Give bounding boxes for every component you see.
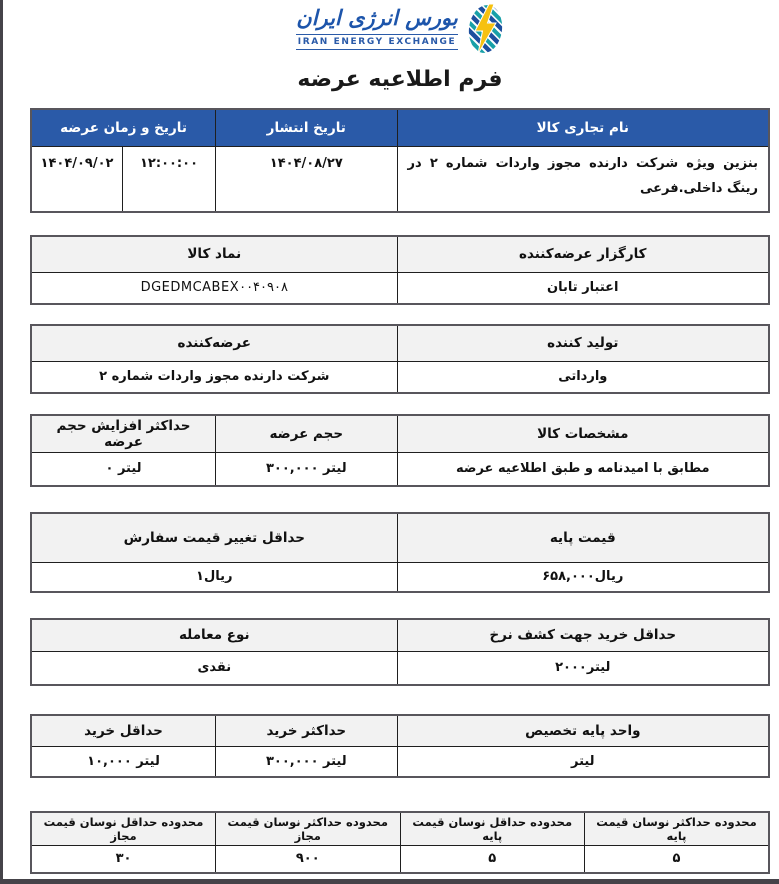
table-discovery-tradetype	[30, 618, 770, 686]
value-publish-date: ۱۴۰۴/۰۸/۲۷	[216, 146, 398, 212]
header-publish-date: تاریخ انتشار	[216, 109, 398, 146]
table-row	[31, 272, 769, 304]
value-base-price: ریال۶۵۸,۰۰۰	[397, 563, 769, 592]
header-trade-type: نوع معامله	[31, 619, 397, 652]
value-supplier: شرکت دارنده مجوز واردات شماره ۲	[31, 361, 397, 393]
brand-english-name: IRAN ENERGY EXCHANGE	[296, 34, 457, 50]
table-specs-volume	[30, 414, 770, 487]
table-row	[31, 652, 769, 685]
header-alloc-base-unit: واحد پایه تخصیص	[397, 715, 769, 747]
table-buy-limits	[30, 714, 770, 778]
value-supply-volume: لیتر ۳۰۰,۰۰۰	[216, 453, 398, 486]
table-row	[31, 845, 769, 873]
header-symbol: نماد کالا	[31, 236, 397, 272]
header-min-allowed-fluct: محدوده حداقل نوسان قیمت مجاز	[31, 812, 216, 846]
value-max-allowed-fluct: ۹۰۰	[216, 845, 401, 873]
header-specs: مشخصات کالا	[397, 415, 769, 453]
table-row	[31, 361, 769, 393]
table-row	[31, 453, 769, 486]
value-max-buy: لیتر ۳۰۰,۰۰۰	[216, 747, 398, 777]
header-min-base-fluct: محدوده حداقل نوسان قیمت پایه	[400, 812, 585, 846]
table-row	[31, 715, 769, 747]
document-content	[3, 0, 779, 874]
table-base-price	[30, 512, 770, 593]
header-max-allowed-fluct: محدوده حداکثر نوسان قیمت مجاز	[216, 812, 401, 846]
value-broker: اعتبار تابان	[397, 272, 769, 304]
value-symbol: DGEDMCABEX۰۰۴۰۹۰۸	[31, 272, 397, 304]
brand-persian-name: بورس انرژی ایران	[296, 6, 458, 30]
value-min-buy: لیتر ۱۰,۰۰۰	[31, 747, 216, 777]
value-producer: وارداتی	[397, 361, 769, 393]
table-row	[31, 146, 769, 212]
value-alloc-base-unit: لیتر	[397, 747, 769, 777]
table-row	[31, 325, 769, 361]
header-min-buy-discovery: حداقل خرید جهت کشف نرخ	[397, 619, 769, 652]
header-supply-datetime: تاریخ و زمان عرضه	[31, 109, 216, 146]
header-base-price: قیمت پایه	[397, 513, 769, 563]
header-min-buy: حداقل خرید	[31, 715, 216, 747]
table-row	[31, 812, 769, 846]
value-max-volume-increase: لیتر ۰	[31, 453, 216, 486]
table-row	[31, 513, 769, 563]
table-row	[31, 563, 769, 592]
table-fluctuation-ranges	[30, 811, 770, 875]
iran-energy-exchange-brand	[30, 0, 770, 55]
header-producer: تولید کننده	[397, 325, 769, 361]
header-supplier: عرضه‌کننده	[31, 325, 397, 361]
value-min-buy-discovery: لیتر۲۰۰۰	[397, 652, 769, 685]
header-max-buy: حداکثر خرید	[216, 715, 398, 747]
value-max-base-fluct: ۵	[585, 845, 770, 873]
table-row	[31, 415, 769, 453]
value-min-order-tick: ریال۱	[31, 563, 397, 592]
header-max-volume-increase: حداکثر افزایش حجم عرضه	[31, 415, 216, 453]
header-max-base-fluct: محدوده حداکثر نوسان قیمت پایه	[585, 812, 770, 846]
table-row	[31, 236, 769, 272]
table-product-info	[30, 108, 770, 213]
table-row	[31, 619, 769, 652]
header-supply-volume: حجم عرضه	[216, 415, 398, 453]
header-min-order-tick: حداقل تغییر قیمت سفارش	[31, 513, 397, 563]
lightning-globe-logo-icon	[467, 3, 504, 55]
value-trade-type: نقدی	[31, 652, 397, 685]
table-broker-symbol	[30, 235, 770, 305]
value-specs: مطابق با امیدنامه و طبق اطلاعیه عرضه	[397, 453, 769, 486]
value-min-base-fluct: ۵	[400, 845, 585, 873]
header-broker: کارگزار عرضه‌کننده	[397, 236, 769, 272]
value-supply-date: ۱۴۰۴/۰۹/۰۲	[31, 146, 123, 212]
page-title: فرم اطلاعیه عرضه	[297, 67, 503, 92]
table-row	[31, 109, 769, 146]
value-trade-name: بنزین ویژه شرکت دارنده مجوز واردات شماره ۲ در رینگ داخلی.فرعی	[397, 146, 769, 212]
value-supply-time: ۱۲:۰۰:۰۰	[123, 146, 216, 212]
table-row	[31, 747, 769, 777]
header-trade-name: نام تجاری کالا	[397, 109, 769, 146]
brand-text-block	[296, 3, 457, 50]
value-min-allowed-fluct: ۳۰	[31, 845, 216, 873]
table-producer-supplier	[30, 324, 770, 394]
